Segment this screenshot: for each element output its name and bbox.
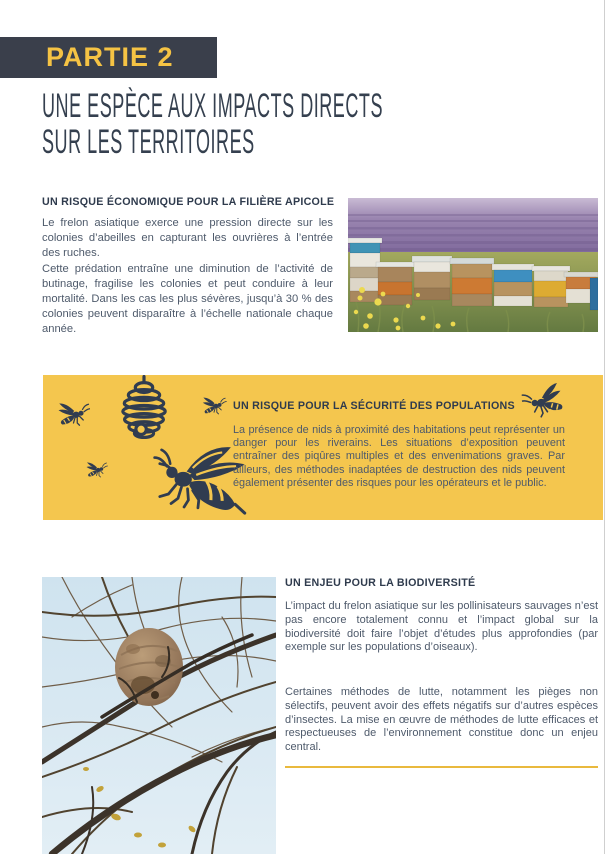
title-line-2: SUR LES TERRITOIRES bbox=[42, 123, 255, 161]
part-banner bbox=[0, 37, 217, 78]
apicole-heading: UN RISQUE ÉCONOMIQUE POUR LA FILIÈRE APICOLE bbox=[42, 196, 335, 208]
securite-paragraph: La présence de nids à proximité des habitations peut représenter un danger pour les riverains. Les situations d’exposition peuvent entraîner des piqûres multiples et des envenimations graves. Par ailleurs, des méthodes inadaptées de destruction des nids peuvent également présenter des risques pour les opérateurs et le public. bbox=[233, 424, 565, 489]
biodiversite-paragraph-2: Certaines méthodes de lutte, notamment les pièges non sélectifs, peuvent avoir des effets négatifs sur d’autres espèces d’insectes. La mise en œuvre de méthodes de lutte efficaces et respectueuses de l’environnement constitue donc un enjeu central. bbox=[285, 686, 598, 754]
apicole-paragraph-1: Le frelon asiatique exerce une pression directe sur les colonies d’abeilles en capturant les ouvrières à l’entrée des ruches. bbox=[42, 217, 333, 260]
title-line-1: UNE ESPÈCE AUX IMPACTS DIRECTS bbox=[42, 87, 383, 125]
nest-photo bbox=[42, 577, 276, 854]
hornet-small-icon-2 bbox=[85, 461, 108, 478]
page-title bbox=[42, 88, 383, 160]
biodiversite-text-column-2 bbox=[285, 686, 598, 755]
security-callout-box bbox=[43, 375, 603, 520]
beehives-photo-graphic bbox=[348, 198, 598, 332]
page-edge-line bbox=[604, 0, 605, 854]
securite-text-column bbox=[233, 424, 565, 490]
hornet-small-icon-1 bbox=[57, 399, 90, 429]
part-label: PARTIE 2 bbox=[46, 42, 174, 72]
beehives-photo bbox=[348, 198, 598, 332]
securite-heading: UN RISQUE POUR LA SÉCURITÉ DES POPULATIONS bbox=[233, 400, 515, 412]
beehive-icon bbox=[115, 375, 173, 443]
biodiversite-heading: UN ENJEU POUR LA BIODIVERSITÉ bbox=[285, 577, 476, 589]
biodiversite-text-column-1 bbox=[285, 600, 598, 655]
biodiversite-paragraph-1: L’impact du frelon asiatique sur les pollinisateurs sauvages n’est pas encore totalement connu et l’impact global sur la biodiversité doit faire l’objet d’études plus approfondies (par exemple sur les populations d’oiseaux). bbox=[285, 600, 598, 654]
hornet-small-icon-3 bbox=[201, 396, 227, 415]
apicole-paragraph-2: Cette prédation entraîne une diminution de l’activité de butinage, fragilise les colonies et peut conduire à leur mortalité. Dans les cas les plus sévères, jusqu’à 30 % des colonies peuvent disparaître à l’échelle nationale chaque année. bbox=[42, 262, 333, 336]
nest-photo-graphic bbox=[42, 577, 276, 854]
apicole-text-column bbox=[42, 216, 333, 338]
yellow-divider bbox=[285, 766, 598, 768]
